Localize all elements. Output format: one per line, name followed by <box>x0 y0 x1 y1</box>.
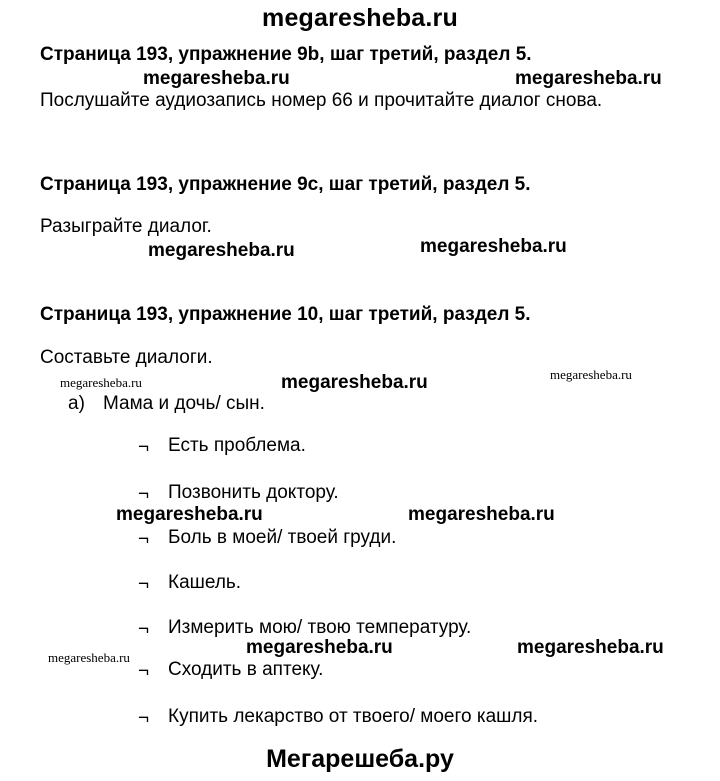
list-item: Сходить в аптеку. <box>168 659 324 680</box>
list-item: Купить лекарство от твоего/ моего кашля. <box>168 706 539 727</box>
section-heading-9c: Страница 193, упражнение 9с, шаг третий, раздел 5. <box>40 174 531 195</box>
watermark: megaresheba.ru <box>60 375 142 390</box>
bullet-marker: ¬ <box>138 437 150 458</box>
bullet-marker: ¬ <box>138 661 150 682</box>
list-item: Позвонить доктору. <box>168 482 339 503</box>
list-item: Кашель. <box>168 572 242 593</box>
sub-label: a) <box>68 393 85 414</box>
section-heading-9b: Страница 193, упражнение 9b, шаг третий, раздел 5. <box>40 44 532 65</box>
watermark: megaresheba.ru <box>246 637 393 658</box>
watermark: megaresheba.ru <box>143 68 290 89</box>
bullet-marker: ¬ <box>138 529 150 550</box>
bullet-marker: ¬ <box>138 484 150 505</box>
section-text-10: Составьте диалоги. <box>40 347 213 368</box>
watermark: megaresheba.ru <box>281 372 428 393</box>
bullet-marker: ¬ <box>138 708 150 729</box>
watermark: megaresheba.ru <box>148 240 295 261</box>
list-item: Измерить мою/ твою температуру. <box>168 617 472 638</box>
section-text-9c: Разыграйте диалог. <box>40 216 212 237</box>
watermark: megaresheba.ru <box>517 637 664 658</box>
site-header: megaresheba.ru <box>262 4 458 32</box>
bullet-marker: ¬ <box>138 574 150 595</box>
watermark: megaresheba.ru <box>408 504 555 525</box>
watermark: megaresheba.ru <box>116 504 263 525</box>
list-item: Боль в моей/ твоей груди. <box>168 527 397 548</box>
watermark: megaresheba.ru <box>48 650 130 665</box>
sub-title: Мама и дочь/ сын. <box>103 393 265 414</box>
watermark: megaresheba.ru <box>515 68 662 89</box>
watermark: megaresheba.ru <box>420 236 567 257</box>
section-text-9b: Послушайте аудиозапись номер 66 и прочитайте диалог снова. <box>40 90 603 111</box>
bullet-marker: ¬ <box>138 619 150 640</box>
list-item: Есть проблема. <box>168 435 306 456</box>
site-footer: Мегарешеба.ру <box>266 745 454 773</box>
section-heading-10: Страница 193, упражнение 10, шаг третий, раздел 5. <box>40 304 531 325</box>
watermark: megaresheba.ru <box>550 367 632 382</box>
